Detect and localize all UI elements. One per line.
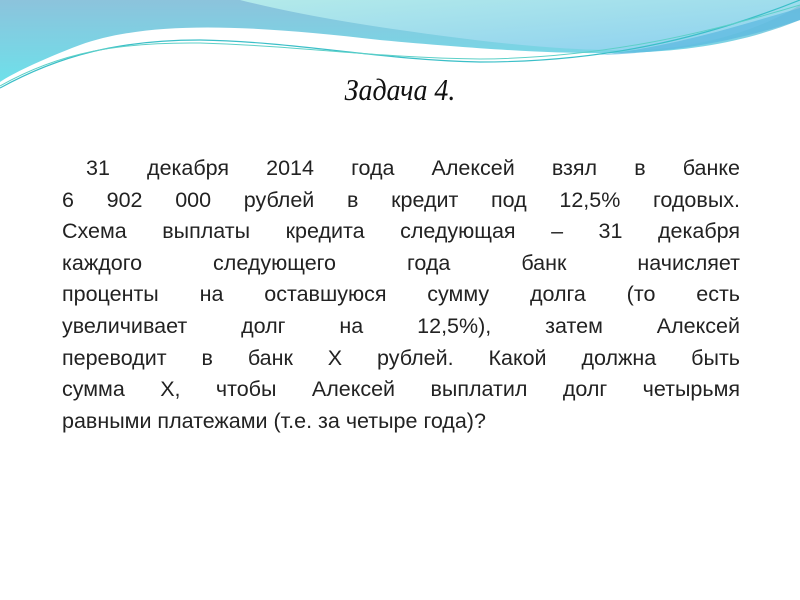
text-line: проценты на оставшуюся сумму долга (то есть — [62, 282, 740, 307]
text-line: переводит в банк X рублей. Какой должна быть — [62, 345, 740, 370]
text-line: 31 декабря 2014 года Алексей взял в банке — [86, 156, 740, 180]
problem-text — [62, 153, 740, 437]
text-line: равными платежами (т.е. за четыре года)? — [62, 408, 486, 433]
slide-title: Задача 4. — [344, 72, 456, 107]
text-line: сумма X, чтобы Алексей выплатил долг четырьмя — [62, 377, 740, 402]
text-line: Схема выплаты кредита следующая – 31 декабря — [62, 219, 740, 244]
text-line: каждого следующего года банк начисляет — [62, 250, 740, 275]
text-line: увеличивает долг на 12,5%), затем Алексей — [62, 313, 740, 338]
text-line: 6 902 000 рублей в кредит под 12,5% годовых. — [62, 187, 740, 212]
